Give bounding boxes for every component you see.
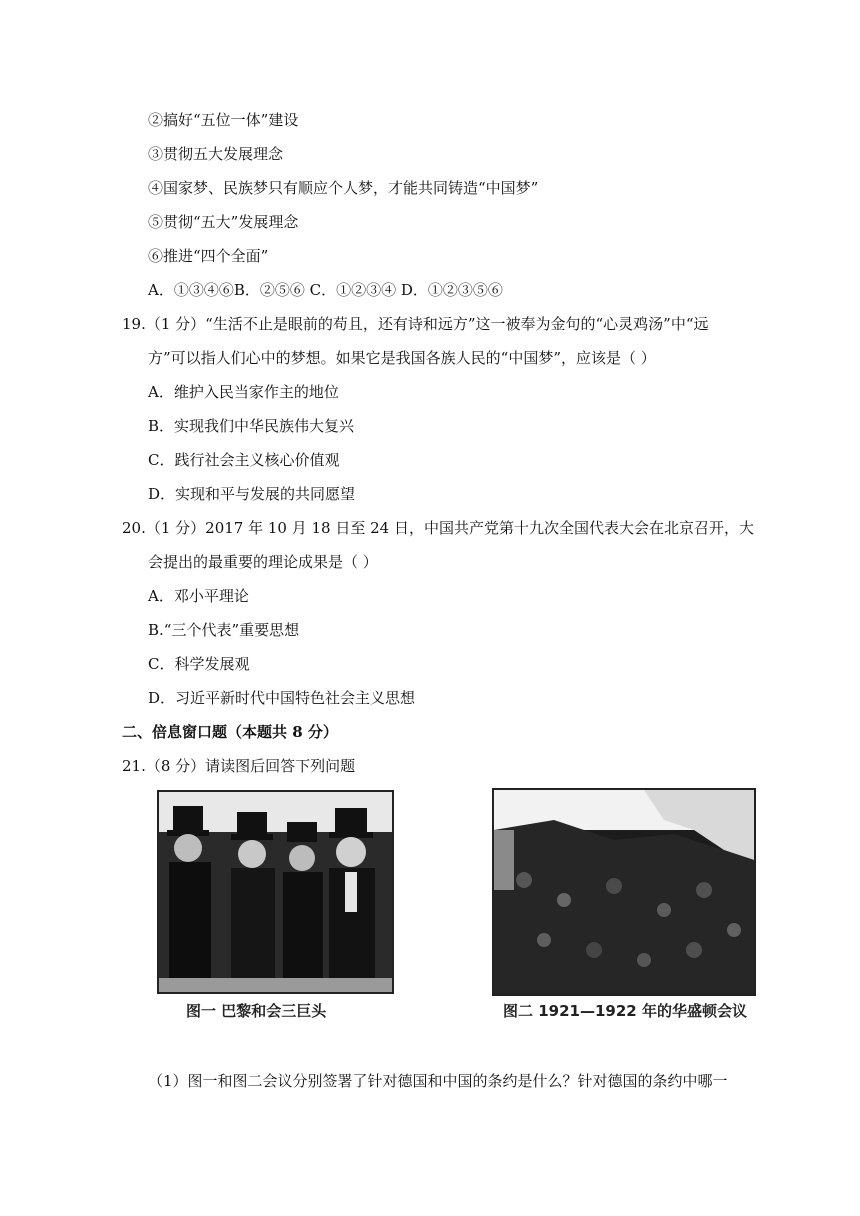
option-3-line: ③贯彻五大发展理念	[148, 145, 284, 163]
q21-part-1: （1）图一和图二会议分别签署了针对德国和中国的条约是什么？针对德国的条约中哪一	[148, 1072, 728, 1090]
q19-choice-c: C．践行社会主义核心价值观	[148, 451, 340, 469]
q20-choice-d: D．习近平新时代中国特色社会主义思想	[148, 689, 416, 707]
figure-2-photo	[492, 788, 756, 996]
section-2-heading: 二、倍息窗口题（本题共 8 分）	[122, 723, 338, 741]
q21-stem: 21.（8 分）请读图后回答下列问题	[122, 757, 356, 775]
q19-stem-line1: 19.（1 分）“生活不止是眼前的苟且，还有诗和远方”这一被奉为金句的“心灵鸡汤”中“远	[122, 315, 709, 333]
figure-2-caption: 图二 1921—1922 年的华盛顿会议	[503, 1002, 747, 1020]
q20-stem-line1: 20.（1 分）2017 年 10 月 18 日至 24 日，中国共产党第十九次全国代表大会在北京召开，大	[122, 519, 754, 537]
q20-choice-c: C．科学发展观	[148, 655, 250, 673]
q19-choice-b: B．实现我们中华民族伟大复兴	[148, 417, 355, 435]
q20-stem-line2: 会提出的最重要的理论成果是（ ）	[148, 553, 378, 571]
q19-stem-line2: 方”可以指人们心中的梦想。如果它是我国各族人民的“中国梦”，应该是（ ）	[148, 349, 656, 367]
option-2-line: ②搞好“五位一体”建设	[148, 111, 299, 129]
q19-choice-a: A．维护入民当家作主的地位	[148, 383, 339, 401]
q18-answer-choices: A．①③④⑥B．②⑤⑥ C．①②③④ D．①②③⑤⑥	[148, 281, 503, 299]
q19-choice-d: D．实现和平与发展的共同愿望	[148, 485, 356, 503]
figure-1-image	[159, 792, 392, 992]
figure-1-photo	[157, 790, 394, 994]
q20-choice-a: A．邓小平理论	[148, 587, 249, 605]
option-6-line: ⑥推进“四个全面”	[148, 247, 269, 265]
q20-choice-b: B.“三个代表”重要思想	[148, 621, 300, 639]
figure-2-image	[494, 790, 754, 994]
figure-1-caption: 图一 巴黎和会三巨头	[186, 1002, 327, 1020]
option-4-line: ④国家梦、民族梦只有顺应个人梦，才能共同铸造“中国梦”	[148, 179, 539, 197]
option-5-line: ⑤贯彻“五大”发展理念	[148, 213, 299, 231]
